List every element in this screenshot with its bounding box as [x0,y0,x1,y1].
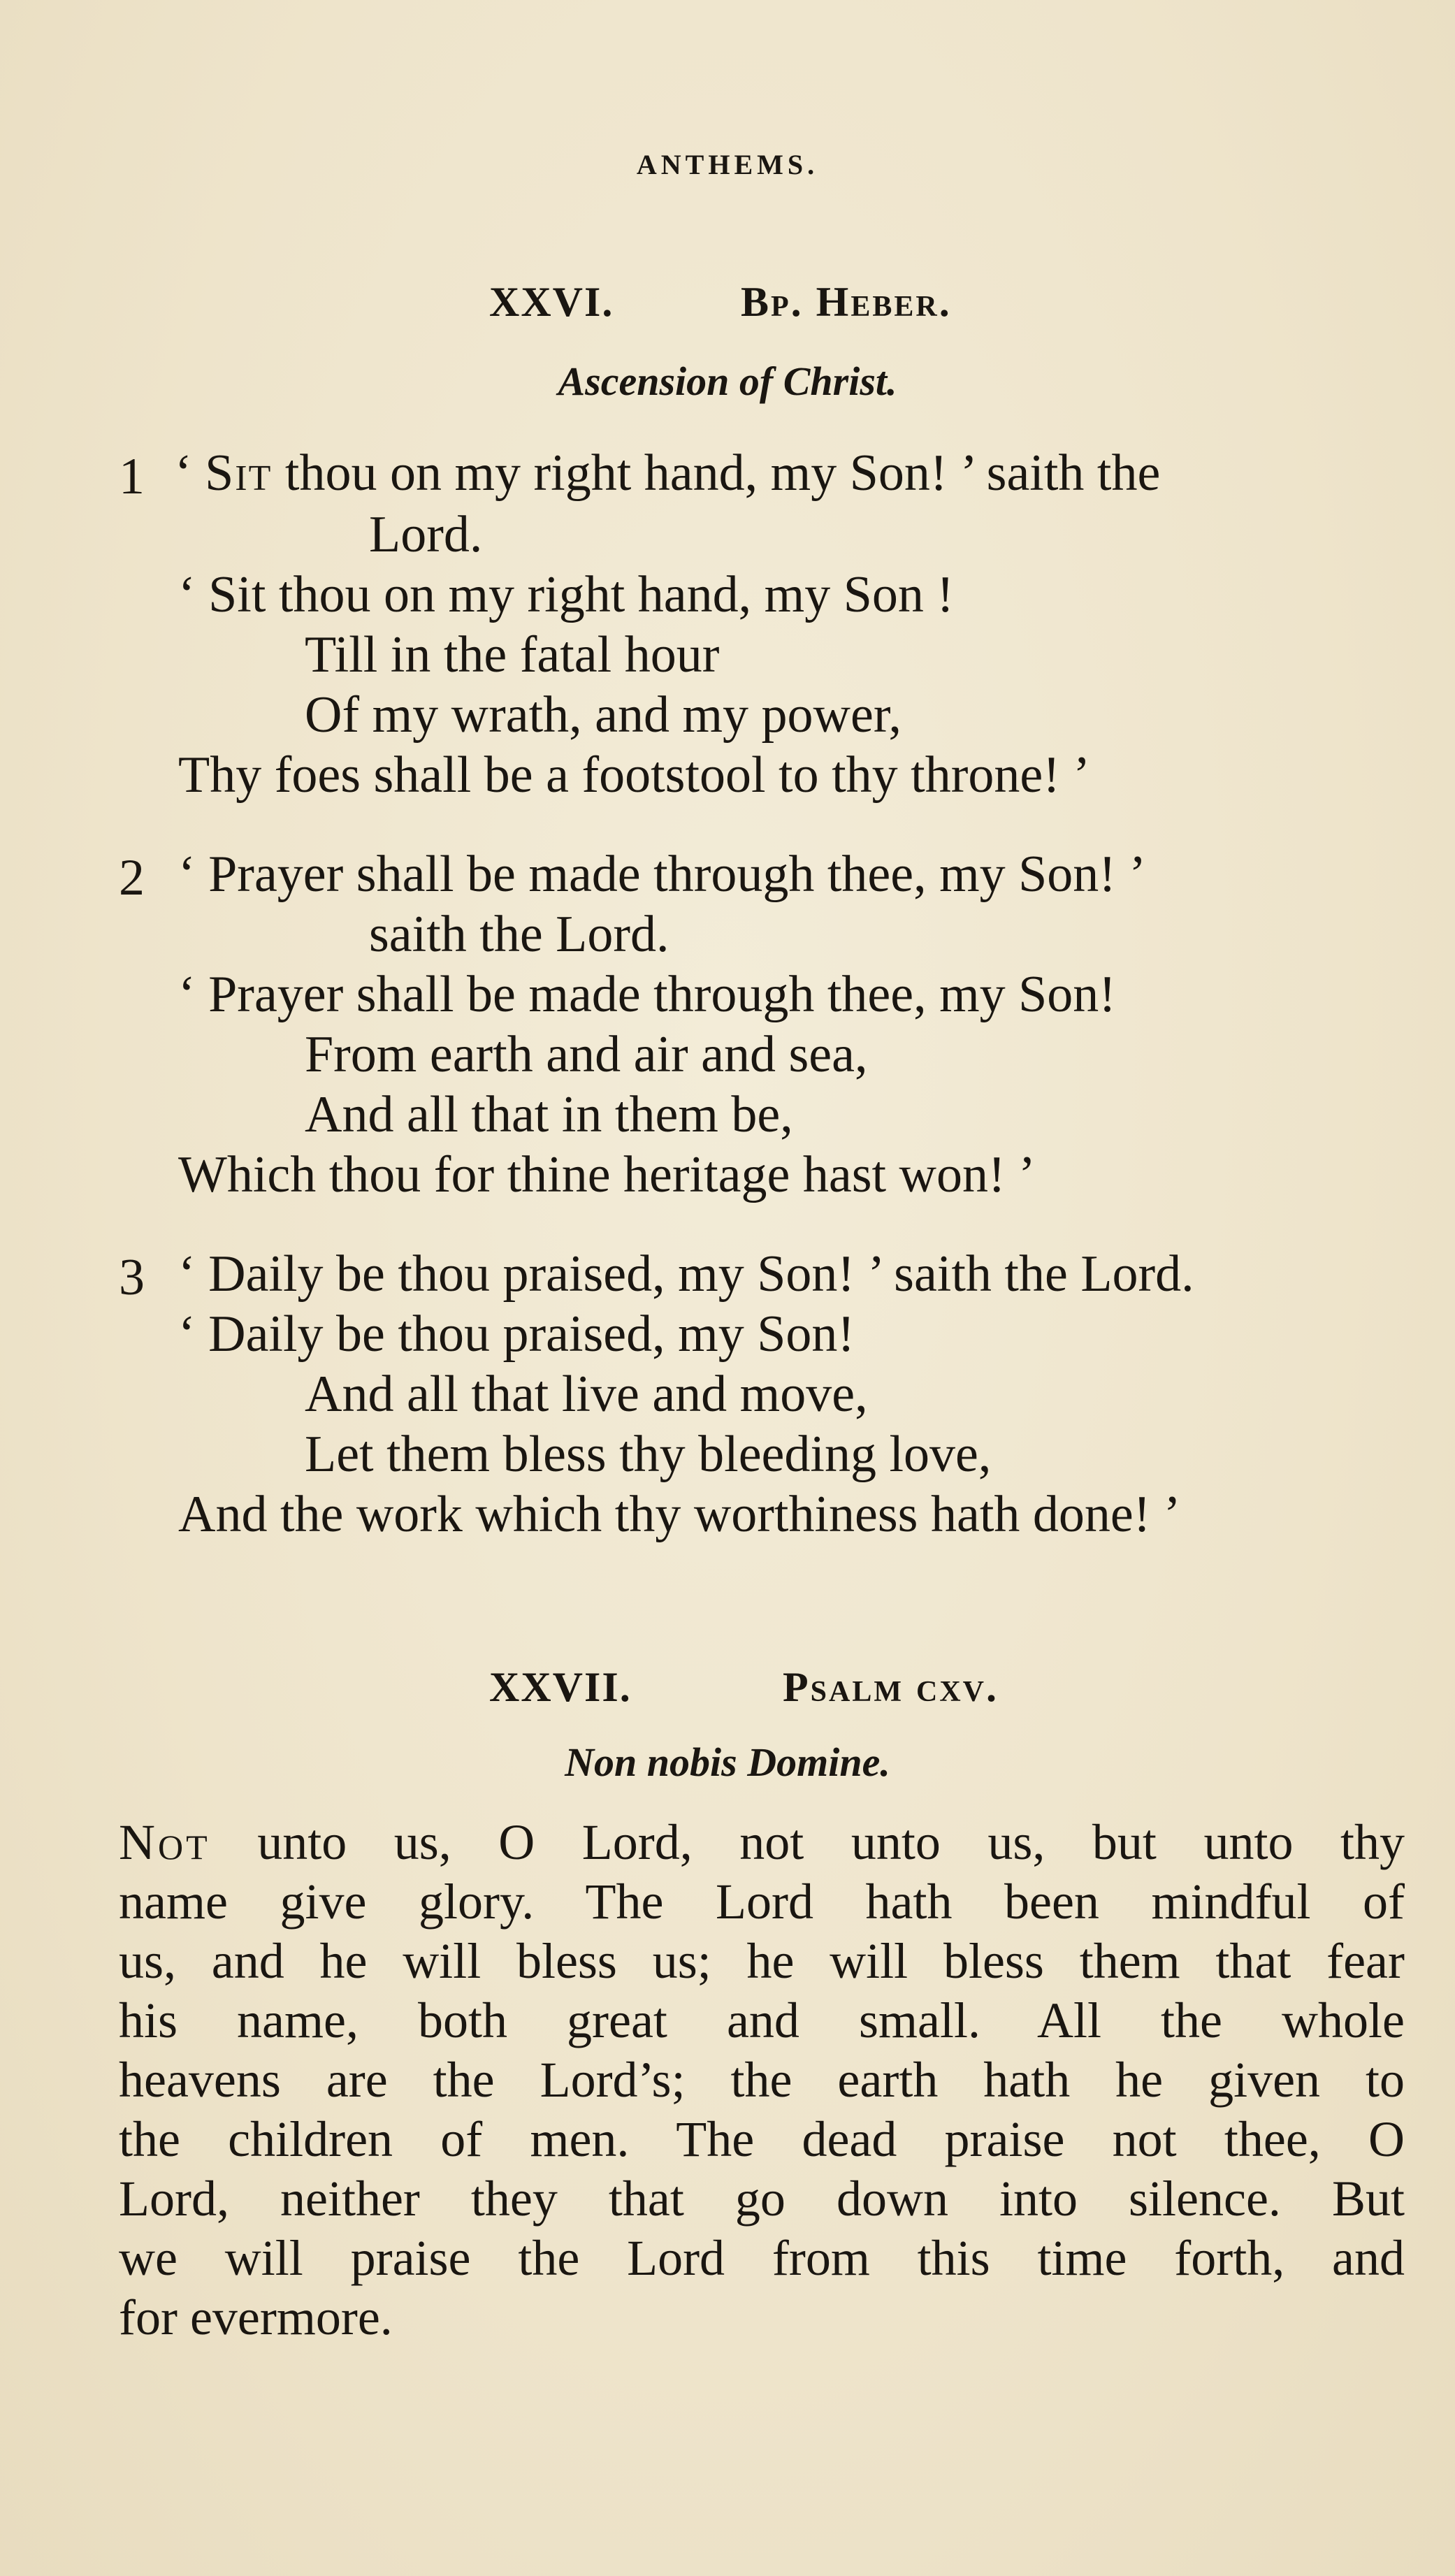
prose-line: heavens are the Lord’s; the earth hath he given to [119,2052,1405,2108]
prose-line: Not unto us, O Lord, not unto us, but unto thy [119,1814,1405,1870]
verse-line: And the work which thy worthiness hath done! ’ [178,1486,1181,1543]
verse-line: Lord. [369,506,483,563]
verse-line: ‘ Prayer shall be made through thee, my Son! [178,966,1116,1023]
verse-line: ‘ Sit thou on my right hand, my Son ! [178,566,954,623]
verse-line: Let them bless thy bleeding love, [305,1426,992,1483]
verse-line: Which thou for thine heritage hast won! ’ [178,1146,1036,1203]
section-number: XXVI. [489,279,614,325]
prose-line: Lord, neither they that go down into silence. But [119,2171,1405,2227]
verse-line: ‘ Daily be thou praised, my Son! ’ saith the Lord. [178,1245,1194,1303]
section-number: XXVII. [489,1664,632,1710]
verse-line: ‘ Daily be thou praised, my Son! [178,1305,855,1363]
verse-line: Till in the fatal hour [305,626,720,683]
section-author: Psalm cxv. [783,1664,999,1710]
verse-line: Thy foes shall be a footstool to thy throne! ’ [178,746,1091,804]
section-author: Bp. Heber. [741,279,952,325]
prose-line: us, and he will bless us; he will bless them that fear [119,1933,1405,1989]
prose-line: the children of men. The dead praise not thee, O [119,2111,1405,2167]
stanza-number: 1 [119,448,145,505]
verse-line: And all that in them be, [305,1086,793,1143]
prose-line: for evermore. [119,2289,393,2345]
prose-line: his name, both great and small. All the whole [119,1992,1405,2048]
stanza-number: 3 [119,1249,145,1306]
opening-word: Not [119,1814,210,1870]
prose-paragraph [119,1813,1405,2347]
stanza-number: 2 [119,849,145,906]
prose-line: we will praise the Lord from this time forth, and [119,2230,1405,2286]
verse-line: saith the Lord. [369,906,669,963]
prose-line: name give glory. The Lord hath been mindful of [119,1874,1405,1930]
verse-line: ‘ Prayer shall be made through thee, my Son! ’ [178,846,1147,903]
section-subtitle: Ascension of Christ. [558,359,897,404]
verse-line: From earth and air and sea, [305,1026,868,1083]
running-head: ANTHEMS. [636,149,819,180]
verse-line: ‘ Sit thou on my right hand, my Son! ’ saith the [175,444,1161,502]
verse-line: And all that live and move, [305,1366,868,1423]
verse-line: Of my wrath, and my power, [305,686,902,744]
section-subtitle: Non nobis Domine. [565,1739,890,1785]
